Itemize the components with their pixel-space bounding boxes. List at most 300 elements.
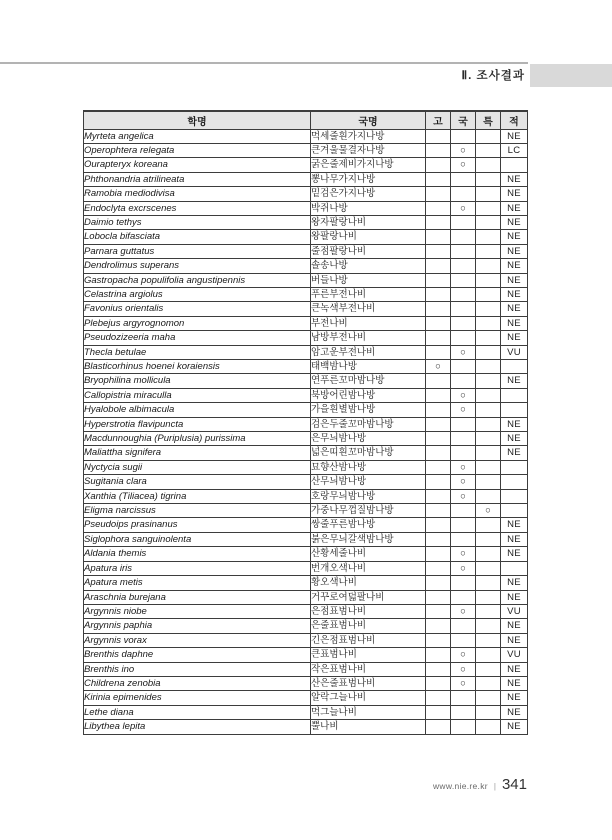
scientific-name: Brenthis ino bbox=[84, 662, 311, 676]
teuk-mark bbox=[476, 215, 501, 229]
go-mark bbox=[426, 316, 451, 330]
go-mark bbox=[426, 662, 451, 676]
teuk-mark bbox=[476, 129, 501, 143]
redlist-category bbox=[501, 460, 528, 474]
scientific-name: Dendrolimus superans bbox=[84, 259, 311, 273]
korean-name: 왕팔랑나비 bbox=[311, 230, 426, 244]
guk-mark: ○ bbox=[451, 143, 476, 157]
go-mark bbox=[426, 201, 451, 215]
redlist-category: NE bbox=[501, 129, 528, 143]
redlist-category: NE bbox=[501, 576, 528, 590]
scientific-name: Childrena zenobia bbox=[84, 676, 311, 690]
column-header-2: 고 bbox=[426, 111, 451, 129]
go-mark bbox=[426, 604, 451, 618]
redlist-category: NE bbox=[501, 302, 528, 316]
redlist-category: VU bbox=[501, 604, 528, 618]
table-row bbox=[84, 720, 528, 734]
go-mark bbox=[426, 460, 451, 474]
go-mark bbox=[426, 345, 451, 359]
table-row bbox=[84, 316, 528, 330]
table-header-row bbox=[84, 111, 528, 129]
korean-name: 버들나방 bbox=[311, 273, 426, 287]
go-mark bbox=[426, 273, 451, 287]
teuk-mark bbox=[476, 143, 501, 157]
redlist-category: NE bbox=[501, 590, 528, 604]
guk-mark bbox=[451, 576, 476, 590]
redlist-category: NE bbox=[501, 331, 528, 345]
teuk-mark bbox=[476, 287, 501, 301]
scientific-name: Libythea lepita bbox=[84, 720, 311, 734]
scientific-name: Hyalobole albimacula bbox=[84, 403, 311, 417]
scientific-name: Pseudozizeeria maha bbox=[84, 331, 311, 345]
korean-name: 거꾸로여덟팔나비 bbox=[311, 590, 426, 604]
teuk-mark bbox=[476, 302, 501, 316]
table-row bbox=[84, 705, 528, 719]
teuk-mark bbox=[476, 561, 501, 575]
teuk-mark bbox=[476, 273, 501, 287]
redlist-category: NE bbox=[501, 662, 528, 676]
korean-name: 큰녹색부전나비 bbox=[311, 302, 426, 316]
table-row bbox=[84, 244, 528, 258]
guk-mark: ○ bbox=[451, 403, 476, 417]
table-row bbox=[84, 129, 528, 143]
scientific-name: Favonius orientalis bbox=[84, 302, 311, 316]
redlist-category: NE bbox=[501, 316, 528, 330]
table-row bbox=[84, 489, 528, 503]
teuk-mark bbox=[476, 158, 501, 172]
guk-mark bbox=[451, 633, 476, 647]
teuk-mark bbox=[476, 489, 501, 503]
teuk-mark bbox=[476, 619, 501, 633]
redlist-category: NE bbox=[501, 633, 528, 647]
table-row bbox=[84, 403, 528, 417]
table-row bbox=[84, 273, 528, 287]
table-row bbox=[84, 143, 528, 157]
korean-name: 가을흰별밤나방 bbox=[311, 403, 426, 417]
column-header-4: 특 bbox=[476, 111, 501, 129]
redlist-category: NE bbox=[501, 676, 528, 690]
guk-mark bbox=[451, 215, 476, 229]
guk-mark: ○ bbox=[451, 345, 476, 359]
korean-name: 뽕나무가지나방 bbox=[311, 172, 426, 186]
go-mark bbox=[426, 417, 451, 431]
guk-mark: ○ bbox=[451, 561, 476, 575]
table-row bbox=[84, 158, 528, 172]
scientific-name: Daimio tethys bbox=[84, 215, 311, 229]
table-row bbox=[84, 662, 528, 676]
guk-mark: ○ bbox=[451, 158, 476, 172]
table-row bbox=[84, 302, 528, 316]
go-mark bbox=[426, 403, 451, 417]
guk-mark bbox=[451, 504, 476, 518]
scientific-name: Myrteta angelica bbox=[84, 129, 311, 143]
redlist-category bbox=[501, 158, 528, 172]
scientific-name: Argynnis vorax bbox=[84, 633, 311, 647]
teuk-mark bbox=[476, 187, 501, 201]
guk-mark bbox=[451, 331, 476, 345]
redlist-category: VU bbox=[501, 648, 528, 662]
scientific-name: Apatura metis bbox=[84, 576, 311, 590]
go-mark bbox=[426, 172, 451, 186]
redlist-category: NE bbox=[501, 230, 528, 244]
redlist-category: NE bbox=[501, 259, 528, 273]
korean-name: 푸른부전나비 bbox=[311, 287, 426, 301]
guk-mark: ○ bbox=[451, 662, 476, 676]
scientific-name: Brenthis daphne bbox=[84, 648, 311, 662]
redlist-category: NE bbox=[501, 720, 528, 734]
scientific-name: Ourapteryx koreana bbox=[84, 158, 311, 172]
table-row bbox=[84, 532, 528, 546]
scientific-name: Araschnia burejana bbox=[84, 590, 311, 604]
table-row bbox=[84, 561, 528, 575]
guk-mark bbox=[451, 590, 476, 604]
guk-mark bbox=[451, 691, 476, 705]
korean-name: 큰겨울물결자나방 bbox=[311, 143, 426, 157]
teuk-mark bbox=[476, 705, 501, 719]
go-mark bbox=[426, 302, 451, 316]
scientific-name: Macdunnoughia (Puriplusia) purissima bbox=[84, 432, 311, 446]
chapter-side-tab bbox=[530, 64, 612, 87]
teuk-mark bbox=[476, 201, 501, 215]
teuk-mark bbox=[476, 259, 501, 273]
redlist-category: NE bbox=[501, 619, 528, 633]
go-mark bbox=[426, 489, 451, 503]
go-mark bbox=[426, 590, 451, 604]
go-mark bbox=[426, 633, 451, 647]
redlist-category: NE bbox=[501, 244, 528, 258]
guk-mark bbox=[451, 532, 476, 546]
teuk-mark bbox=[476, 432, 501, 446]
korean-name: 묘향산밤나방 bbox=[311, 460, 426, 474]
guk-mark bbox=[451, 360, 476, 374]
table-header bbox=[84, 111, 528, 129]
guk-mark bbox=[451, 230, 476, 244]
table-row bbox=[84, 676, 528, 690]
teuk-mark bbox=[476, 532, 501, 546]
scientific-name: Bryophilina mollicula bbox=[84, 374, 311, 388]
guk-mark bbox=[451, 302, 476, 316]
table-row bbox=[84, 230, 528, 244]
korean-name: 검은두줄꼬마밤나방 bbox=[311, 417, 426, 431]
redlist-category: NE bbox=[501, 187, 528, 201]
go-mark bbox=[426, 230, 451, 244]
go-mark bbox=[426, 720, 451, 734]
go-mark bbox=[426, 143, 451, 157]
scientific-name: Argynnis niobe bbox=[84, 604, 311, 618]
redlist-category bbox=[501, 489, 528, 503]
redlist-category bbox=[501, 475, 528, 489]
redlist-category: NE bbox=[501, 201, 528, 215]
go-mark bbox=[426, 676, 451, 690]
guk-mark: ○ bbox=[451, 489, 476, 503]
redlist-category: NE bbox=[501, 417, 528, 431]
korean-name: 남방부전나비 bbox=[311, 331, 426, 345]
korean-name: 굵은줄제비가지나방 bbox=[311, 158, 426, 172]
guk-mark bbox=[451, 518, 476, 532]
korean-name: 산은줄표범나비 bbox=[311, 676, 426, 690]
teuk-mark bbox=[476, 576, 501, 590]
korean-name: 부전나비 bbox=[311, 316, 426, 330]
korean-name: 암고운부전나비 bbox=[311, 345, 426, 359]
guk-mark: ○ bbox=[451, 388, 476, 402]
guk-mark: ○ bbox=[451, 475, 476, 489]
go-mark bbox=[426, 446, 451, 460]
table-row bbox=[84, 619, 528, 633]
go-mark bbox=[426, 561, 451, 575]
scientific-name: Pseudoips prasinanus bbox=[84, 518, 311, 532]
scientific-name: Kirinia epimenides bbox=[84, 691, 311, 705]
redlist-category: NE bbox=[501, 705, 528, 719]
table-row bbox=[84, 331, 528, 345]
scientific-name: Operophtera relegata bbox=[84, 143, 311, 157]
scientific-name: Gastropacha populifolia angustipennis bbox=[84, 273, 311, 287]
scientific-name: Lobocla bifasciata bbox=[84, 230, 311, 244]
teuk-mark bbox=[476, 720, 501, 734]
table-row bbox=[84, 460, 528, 474]
table-row bbox=[84, 187, 528, 201]
guk-mark bbox=[451, 446, 476, 460]
teuk-mark bbox=[476, 518, 501, 532]
redlist-category: VU bbox=[501, 345, 528, 359]
scientific-name: Ramobia mediodivisa bbox=[84, 187, 311, 201]
column-header-3: 국 bbox=[451, 111, 476, 129]
scientific-name: Thecla betulae bbox=[84, 345, 311, 359]
korean-name: 태백밤나방 bbox=[311, 360, 426, 374]
teuk-mark bbox=[476, 547, 501, 561]
scientific-name: Sugitania clara bbox=[84, 475, 311, 489]
scientific-name: Plebejus argyrognomon bbox=[84, 316, 311, 330]
korean-name: 연푸른꼬마밤나방 bbox=[311, 374, 426, 388]
teuk-mark bbox=[476, 446, 501, 460]
table-row bbox=[84, 215, 528, 229]
go-mark bbox=[426, 691, 451, 705]
korean-name: 솔송나방 bbox=[311, 259, 426, 273]
footer-separator: | bbox=[493, 782, 496, 791]
table-row bbox=[84, 590, 528, 604]
go-mark bbox=[426, 504, 451, 518]
guk-mark bbox=[451, 316, 476, 330]
teuk-mark bbox=[476, 676, 501, 690]
go-mark bbox=[426, 374, 451, 388]
redlist-category bbox=[501, 403, 528, 417]
species-table bbox=[83, 110, 528, 735]
redlist-category: NE bbox=[501, 172, 528, 186]
teuk-mark bbox=[476, 475, 501, 489]
table-row bbox=[84, 576, 528, 590]
column-header-1: 국명 bbox=[311, 111, 426, 129]
teuk-mark: ○ bbox=[476, 504, 501, 518]
korean-name: 황오색나비 bbox=[311, 576, 426, 590]
table-row bbox=[84, 604, 528, 618]
korean-name: 가중나무껍질밤나방 bbox=[311, 504, 426, 518]
redlist-category: NE bbox=[501, 518, 528, 532]
scientific-name: Xanthia (Tiliacea) tigrina bbox=[84, 489, 311, 503]
go-mark bbox=[426, 475, 451, 489]
scientific-name: Nyctycia sugii bbox=[84, 460, 311, 474]
korean-name: 산황세줄나비 bbox=[311, 547, 426, 561]
redlist-category: NE bbox=[501, 691, 528, 705]
scientific-name: Apatura iris bbox=[84, 561, 311, 575]
korean-name: 뿔나비 bbox=[311, 720, 426, 734]
korean-name: 은무늬밤나방 bbox=[311, 432, 426, 446]
korean-name: 큰표범나비 bbox=[311, 648, 426, 662]
table-row bbox=[84, 432, 528, 446]
redlist-category: NE bbox=[501, 287, 528, 301]
teuk-mark bbox=[476, 403, 501, 417]
korean-name: 왕자팔랑나비 bbox=[311, 215, 426, 229]
guk-mark bbox=[451, 172, 476, 186]
go-mark bbox=[426, 705, 451, 719]
korean-name: 호랑무늬밤나방 bbox=[311, 489, 426, 503]
table-row bbox=[84, 360, 528, 374]
teuk-mark bbox=[476, 590, 501, 604]
redlist-category: NE bbox=[501, 446, 528, 460]
teuk-mark bbox=[476, 331, 501, 345]
guk-mark: ○ bbox=[451, 547, 476, 561]
scientific-name: Callopistria miraculla bbox=[84, 388, 311, 402]
table-row bbox=[84, 547, 528, 561]
korean-name: 작은표범나비 bbox=[311, 662, 426, 676]
section-header: Ⅱ. 조사결과 bbox=[461, 70, 525, 82]
korean-name: 쌍줄푸른밤나방 bbox=[311, 518, 426, 532]
teuk-mark bbox=[476, 230, 501, 244]
go-mark bbox=[426, 287, 451, 301]
go-mark bbox=[426, 158, 451, 172]
korean-name: 줄점팔랑나비 bbox=[311, 244, 426, 258]
table-row bbox=[84, 374, 528, 388]
guk-mark bbox=[451, 259, 476, 273]
table-body bbox=[84, 129, 528, 734]
go-mark bbox=[426, 532, 451, 546]
guk-mark bbox=[451, 129, 476, 143]
table-row bbox=[84, 287, 528, 301]
scientific-name: Maliattha signifera bbox=[84, 446, 311, 460]
table-row bbox=[84, 345, 528, 359]
guk-mark bbox=[451, 720, 476, 734]
korean-name: 은줄표범나비 bbox=[311, 619, 426, 633]
guk-mark bbox=[451, 244, 476, 258]
guk-mark bbox=[451, 705, 476, 719]
teuk-mark bbox=[476, 691, 501, 705]
redlist-category: LC bbox=[501, 143, 528, 157]
korean-name: 먹그늘나비 bbox=[311, 705, 426, 719]
teuk-mark bbox=[476, 604, 501, 618]
guk-mark: ○ bbox=[451, 676, 476, 690]
column-header-5: 적 bbox=[501, 111, 528, 129]
teuk-mark bbox=[476, 172, 501, 186]
scientific-name: Aldania themis bbox=[84, 547, 311, 561]
teuk-mark bbox=[476, 374, 501, 388]
go-mark bbox=[426, 187, 451, 201]
redlist-category: NE bbox=[501, 547, 528, 561]
redlist-category: NE bbox=[501, 532, 528, 546]
guk-mark: ○ bbox=[451, 648, 476, 662]
table-row bbox=[84, 518, 528, 532]
table-row bbox=[84, 201, 528, 215]
teuk-mark bbox=[476, 244, 501, 258]
redlist-category bbox=[501, 360, 528, 374]
guk-mark bbox=[451, 273, 476, 287]
table-row bbox=[84, 446, 528, 460]
go-mark: ○ bbox=[426, 360, 451, 374]
korean-name: 은점표범나비 bbox=[311, 604, 426, 618]
page-number: 341 bbox=[501, 776, 527, 793]
guk-mark: ○ bbox=[451, 460, 476, 474]
go-mark bbox=[426, 547, 451, 561]
korean-name: 산무늬밤나방 bbox=[311, 475, 426, 489]
teuk-mark bbox=[476, 460, 501, 474]
korean-name: 넓은띠흰꼬마밤나방 bbox=[311, 446, 426, 460]
go-mark bbox=[426, 619, 451, 633]
scientific-name: Argynnis paphia bbox=[84, 619, 311, 633]
teuk-mark bbox=[476, 633, 501, 647]
go-mark bbox=[426, 129, 451, 143]
redlist-category: NE bbox=[501, 374, 528, 388]
redlist-category: NE bbox=[501, 215, 528, 229]
go-mark bbox=[426, 432, 451, 446]
guk-mark: ○ bbox=[451, 201, 476, 215]
scientific-name: Siglophora sanguinolenta bbox=[84, 532, 311, 546]
teuk-mark bbox=[476, 417, 501, 431]
scientific-name: Hyperstrotia flavipuncta bbox=[84, 417, 311, 431]
scientific-name: Parnara guttatus bbox=[84, 244, 311, 258]
korean-name: 박쥐나방 bbox=[311, 201, 426, 215]
guk-mark bbox=[451, 619, 476, 633]
korean-name: 먹세줄흰가지나방 bbox=[311, 129, 426, 143]
teuk-mark bbox=[476, 648, 501, 662]
table-row bbox=[84, 259, 528, 273]
go-mark bbox=[426, 331, 451, 345]
column-header-0: 학명 bbox=[84, 111, 311, 129]
scientific-name: Blasticorhinus hoenei koraiensis bbox=[84, 360, 311, 374]
korean-name: 번개오색나비 bbox=[311, 561, 426, 575]
scientific-name: Celastrina argiolus bbox=[84, 287, 311, 301]
table-row bbox=[84, 504, 528, 518]
scientific-name: Phthonandria atrilineata bbox=[84, 172, 311, 186]
guk-mark bbox=[451, 432, 476, 446]
go-mark bbox=[426, 388, 451, 402]
go-mark bbox=[426, 259, 451, 273]
korean-name: 긴은점표범나비 bbox=[311, 633, 426, 647]
korean-name: 밑검은가지나방 bbox=[311, 187, 426, 201]
page-footer bbox=[433, 776, 527, 793]
teuk-mark bbox=[476, 388, 501, 402]
scientific-name: Eligma narcissus bbox=[84, 504, 311, 518]
teuk-mark bbox=[476, 316, 501, 330]
guk-mark bbox=[451, 187, 476, 201]
guk-mark bbox=[451, 374, 476, 388]
redlist-category bbox=[501, 388, 528, 402]
scientific-name: Endoclyta excrscenes bbox=[84, 201, 311, 215]
redlist-category bbox=[501, 504, 528, 518]
table-row bbox=[84, 388, 528, 402]
korean-name: 북방어린밤나방 bbox=[311, 388, 426, 402]
guk-mark bbox=[451, 417, 476, 431]
korean-name: 붉은무늬갈색밤나방 bbox=[311, 532, 426, 546]
teuk-mark bbox=[476, 662, 501, 676]
table-row bbox=[84, 417, 528, 431]
redlist-category: NE bbox=[501, 273, 528, 287]
redlist-category: NE bbox=[501, 432, 528, 446]
go-mark bbox=[426, 648, 451, 662]
korean-name: 알락그늘나비 bbox=[311, 691, 426, 705]
teuk-mark bbox=[476, 345, 501, 359]
site-url: www.nie.re.kr bbox=[432, 781, 488, 791]
go-mark bbox=[426, 576, 451, 590]
table-row bbox=[84, 633, 528, 647]
go-mark bbox=[426, 518, 451, 532]
teuk-mark bbox=[476, 360, 501, 374]
